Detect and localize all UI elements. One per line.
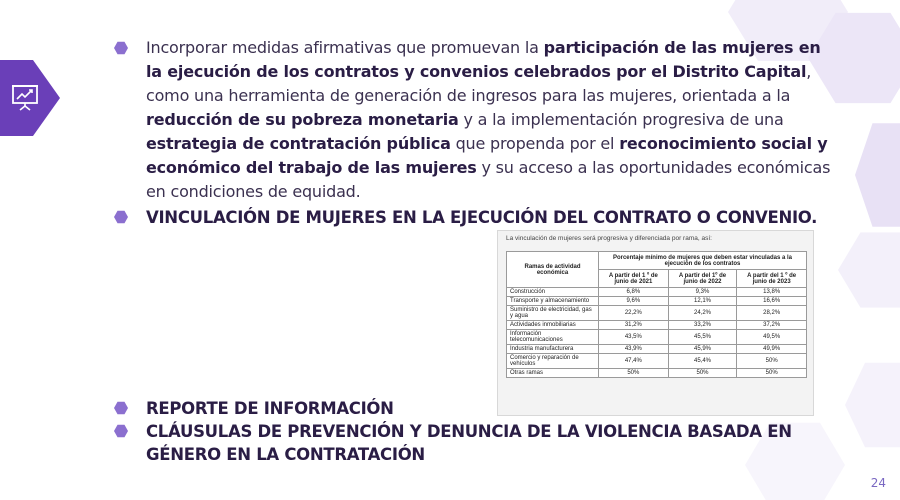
row-label: Otras ramas	[507, 369, 599, 378]
cell-value: 50%	[599, 369, 669, 378]
row-label: Industria manufacturera	[507, 345, 599, 354]
table-row	[507, 306, 807, 321]
bullet-list	[114, 36, 834, 229]
cell-value: 50%	[737, 354, 807, 369]
hexagon-bullet-icon	[114, 401, 128, 415]
header-year-2021: A partir del 1 º de junio de 2021	[599, 270, 669, 288]
bullet-item	[114, 420, 794, 466]
row-label: Comercio y reparación de vehículos	[507, 354, 599, 369]
cell-value: 45,5%	[668, 330, 737, 345]
cell-value: 50%	[737, 369, 807, 378]
cell-value: 49,9%	[737, 345, 807, 354]
table-row	[507, 288, 807, 297]
row-label: Transporte y almacenamiento	[507, 297, 599, 306]
header-ramas: Ramas de actividad económica	[507, 252, 599, 288]
cell-value: 22,2%	[599, 306, 669, 321]
cell-value: 6,8%	[599, 288, 669, 297]
affirmative-measures-paragraph: Incorporar medidas afirmativas que promuevan la participación de las mujeres en la ejecución de los contratos y convenios celebrados por el Distrito Capital, como una herramienta de generación de ingresos para las mujeres, orientada a la reducción de su pobreza monetaria y a la implementación progresiva de una estrategia de contratación pública que propenda por el reconocimiento social y económico del trabajo de las mujeres y su acceso a las oportunidades económicas en condiciones de equidad.	[146, 38, 831, 201]
vinculation-table	[506, 251, 807, 378]
hexagon-bullet-icon	[114, 41, 128, 55]
vinculation-table-figure	[497, 230, 814, 416]
cell-value: 9,3%	[668, 288, 737, 297]
row-label: Construcción	[507, 288, 599, 297]
heading-reporte: REPORTE DE INFORMACIÓN	[146, 399, 394, 418]
table-row	[507, 321, 807, 330]
cell-value: 45,9%	[668, 345, 737, 354]
header-year-2023: A partir del 1 º de junio de 2023	[737, 270, 807, 288]
cell-value: 43,5%	[599, 330, 669, 345]
section-badge	[0, 60, 60, 136]
hexagon-bullet-icon	[114, 424, 128, 438]
cell-value: 12,1%	[668, 297, 737, 306]
cell-value: 28,2%	[737, 306, 807, 321]
bullet-item	[114, 206, 834, 229]
cell-value: 9,6%	[599, 297, 669, 306]
header-year-2022: A partir del 1º de junio de 2022	[668, 270, 737, 288]
cell-value: 49,5%	[737, 330, 807, 345]
cell-value: 45,4%	[668, 354, 737, 369]
decor-hexagon	[838, 230, 900, 310]
cell-value: 43,9%	[599, 345, 669, 354]
cell-value: 16,6%	[737, 297, 807, 306]
cell-value: 24,2%	[668, 306, 737, 321]
heading-clausulas: CLÁUSULAS DE PREVENCIÓN Y DENUNCIA DE LA VIOLENCIA BASADA EN GÉNERO EN LA CONTRATACIÓN	[146, 422, 792, 464]
cell-value: 50%	[668, 369, 737, 378]
table-row	[507, 369, 807, 378]
presentation-chart-icon	[10, 82, 40, 112]
cell-value: 13,8%	[737, 288, 807, 297]
decor-hexagon	[845, 360, 900, 450]
row-label: Suministro de electricidad, gas y agua	[507, 306, 599, 321]
table-row	[507, 297, 807, 306]
hexagon-bullet-icon	[114, 210, 128, 224]
table-caption: La vinculación de mujeres será progresiva y diferenciada por rama, así:	[506, 235, 712, 242]
cell-value: 47,4%	[599, 354, 669, 369]
row-label: Información telecomunicaciones	[507, 330, 599, 345]
page-number: 24	[870, 476, 886, 490]
cell-value: 33,2%	[668, 321, 737, 330]
table-row	[507, 354, 807, 369]
decor-hexagon	[855, 120, 900, 230]
bullet-item	[114, 36, 834, 204]
cell-value: 31,2%	[599, 321, 669, 330]
heading-vinculacion: VINCULACIÓN DE MUJERES EN LA EJECUCIÓN DEL CONTRATO O CONVENIO.	[146, 208, 818, 227]
table-row	[507, 345, 807, 354]
row-label: Actividades inmobiliarias	[507, 321, 599, 330]
table-row	[507, 330, 807, 345]
header-percentage-group: Porcentaje mínimo de mujeres que deben estar vinculadas a la ejecución de los contratos	[599, 252, 807, 270]
cell-value: 37,2%	[737, 321, 807, 330]
